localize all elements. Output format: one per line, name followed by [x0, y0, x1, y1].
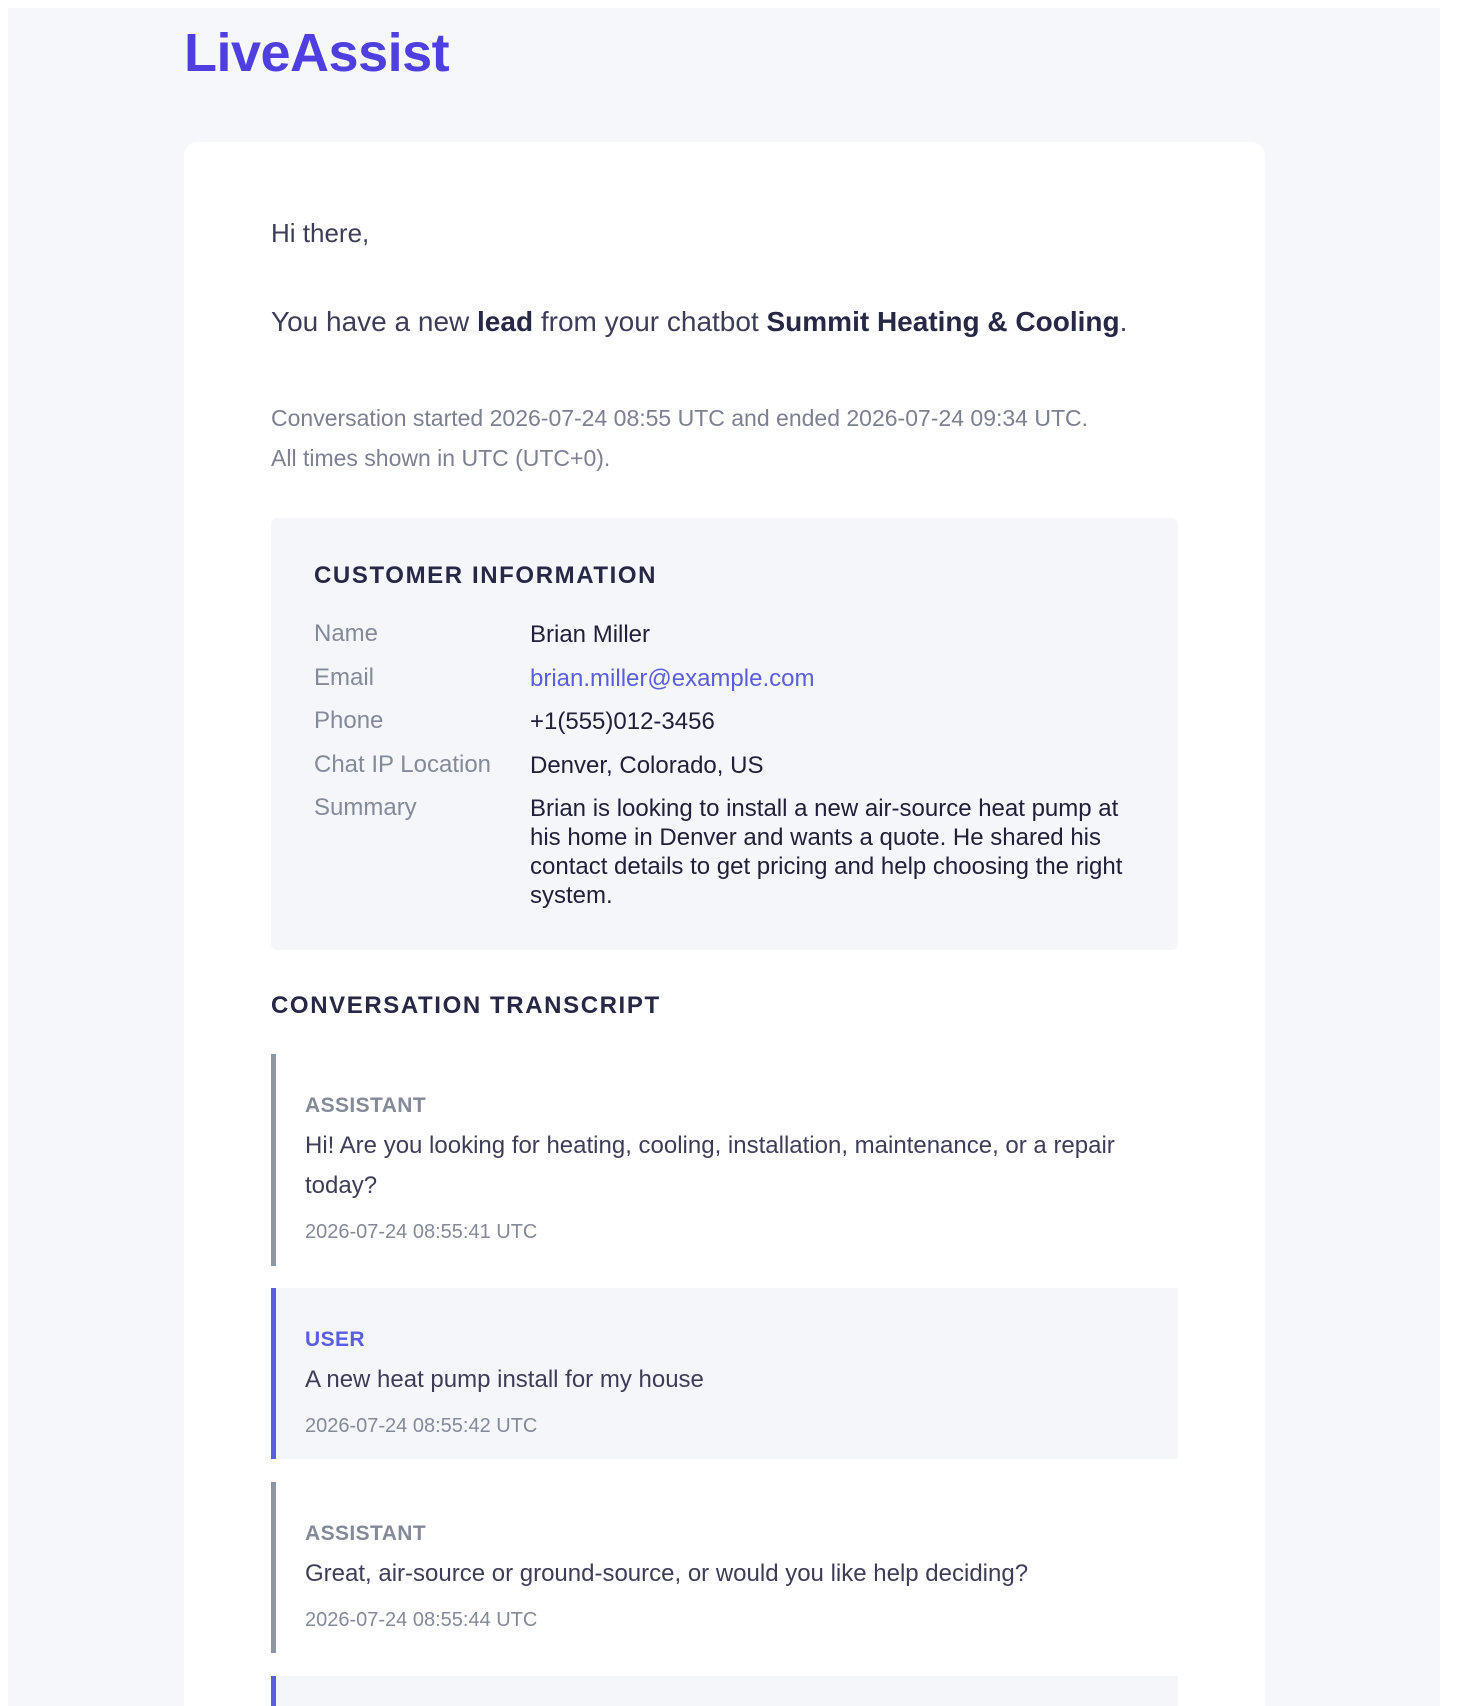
greeting-text: Hi there, [271, 218, 370, 248]
message-role: ASSISTANT [305, 1094, 427, 1117]
message-role: USER [305, 1328, 365, 1351]
info-label: Summary [314, 794, 417, 821]
conversation-time-range: Conversation started 2026-07-24 08:55 UTC and ended 2026-07-24 09:34 UTC. [271, 405, 1089, 431]
message-text: A new heat pump install for my house [305, 1366, 704, 1393]
chatbot-name: Summit Heating & Cooling [766, 306, 1120, 337]
email-card [184, 142, 1265, 1706]
liveassist-logo: LiveAssist [184, 23, 450, 83]
transcript-message-user-partial [271, 1676, 1178, 1706]
message-timestamp: 2026-07-24 08:55:42 UTC [305, 1415, 538, 1437]
info-label: Name [314, 620, 379, 647]
transcript-message-assistant [271, 1482, 1178, 1653]
info-label: Chat IP Location [314, 751, 492, 778]
intro-part1: You have a new [271, 306, 478, 337]
customer-email-link[interactable]: brian.miller@example.com [530, 665, 815, 692]
message-role: ASSISTANT [305, 1522, 427, 1545]
info-label: Phone [314, 707, 384, 734]
timezone-note: All times shown in UTC (UTC+0). [271, 445, 611, 471]
lead-word: lead [477, 306, 534, 337]
customer-phone: +1(555)012-3456 [530, 708, 715, 735]
customer-location: Denver, Colorado, US [530, 752, 764, 779]
conversation-meta [271, 398, 1088, 478]
message-timestamp: 2026-07-24 08:55:41 UTC [305, 1221, 538, 1243]
intro-end: . [1119, 306, 1128, 337]
customer-info-box [271, 518, 1178, 950]
lead-intro [271, 306, 1127, 338]
message-text: Great, air-source or ground-source, or would you like help deciding? [305, 1560, 1029, 1587]
transcript-title: CONVERSATION TRANSCRIPT [271, 992, 661, 1019]
customer-summary: Brian is looking to install a new air-source heat pump at his home in Denver and wants a quote. He shared his contact details to get pricing and help choosing the right system. [530, 795, 1123, 909]
transcript-message-user [271, 1288, 1178, 1459]
message-text: Hi! Are you looking for heating, cooling, installation, maintenance, or a repair today? [305, 1132, 1115, 1199]
transcript-message-assistant [271, 1054, 1178, 1266]
customer-name: Brian Miller [530, 621, 651, 648]
message-timestamp: 2026-07-24 08:55:44 UTC [305, 1609, 538, 1631]
customer-info-title: CUSTOMER INFORMATION [314, 562, 658, 589]
info-label: Email [314, 664, 375, 691]
intro-part2: from your chatbot [533, 306, 767, 337]
